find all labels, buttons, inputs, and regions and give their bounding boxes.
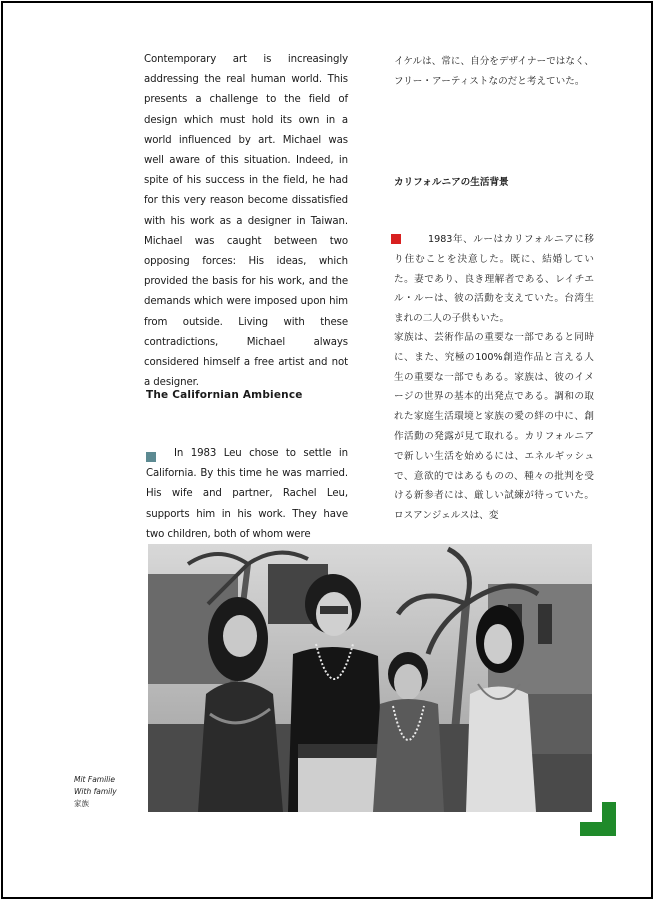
japanese-block-2 — [394, 230, 594, 329]
english-paragraph-1-text: Contemporary art is increasingly addressing the real human world. This presents a challenge to the field of design which must hold its own in a world influenced by art. Michael was well aware of this situation. Indeed, in spite of his success in the field, he had for this very reason become dissatisfied with his work as a designer in Taiwan. Michael was caught between two opposing forces: His ideas, which provided the basis for his work, and the demands which were imposed upon him from outside. Living with these contradictions, Michael always considered himself a free artist and not a designer. — [144, 54, 348, 389]
green-corner-mark — [580, 802, 616, 836]
english-heading: The Californian Ambience — [146, 389, 303, 401]
english-paragraph-1 — [144, 50, 348, 393]
family-photo — [148, 544, 592, 812]
japanese-block-3 — [394, 328, 594, 526]
japanese-block-1-text: イケルは、常に、自分をデザイナーではなく、フリー・アーティストなのだと考えていた。 — [394, 56, 594, 87]
family-photo-illustration — [148, 544, 592, 812]
caption-german: Mit Familie — [74, 775, 115, 784]
japanese-block-3-text: 家族は、芸術作品の重要な一部であると同時に、また、究極の100%創造作品と言える人生の重要な一部でもある。家族は、彼のイメージの世界の基本的出発点である。調和の取れた家庭生活環境と家族の愛の絆の中に、創作活動の発露が見て取れる。カリフォルニアで新しい生活を始めるには、エネルギッシュで、意欲的ではあるものの、種々の批判を受ける新参者には、厳しい試練が待っていた。ロスアンジェルスは、変 — [394, 332, 594, 522]
photo-caption — [74, 774, 117, 810]
japanese-block-2-text: 1983年、ルーはカリフォルニアに移り住むことを決意した。既に、結婚していた。妻であり、良き理解者である、レイチエル・ルーは、彼の活動を支えていた。台湾生まれの二人の子供もいた。 — [394, 234, 594, 325]
caption-japanese: 家族 — [74, 799, 89, 808]
caption-english: With family — [74, 787, 117, 796]
japanese-block-1 — [394, 52, 594, 92]
english-paragraph-2-text: In 1983 Leu chose to settle in California. By this time he was married. His wife and partner, Rachel Leu, supports him in his work. They have two children, both of whom were — [146, 448, 348, 540]
english-paragraph-2 — [146, 444, 348, 545]
japanese-heading: カリフォルニアの生活背景 — [394, 177, 509, 188]
